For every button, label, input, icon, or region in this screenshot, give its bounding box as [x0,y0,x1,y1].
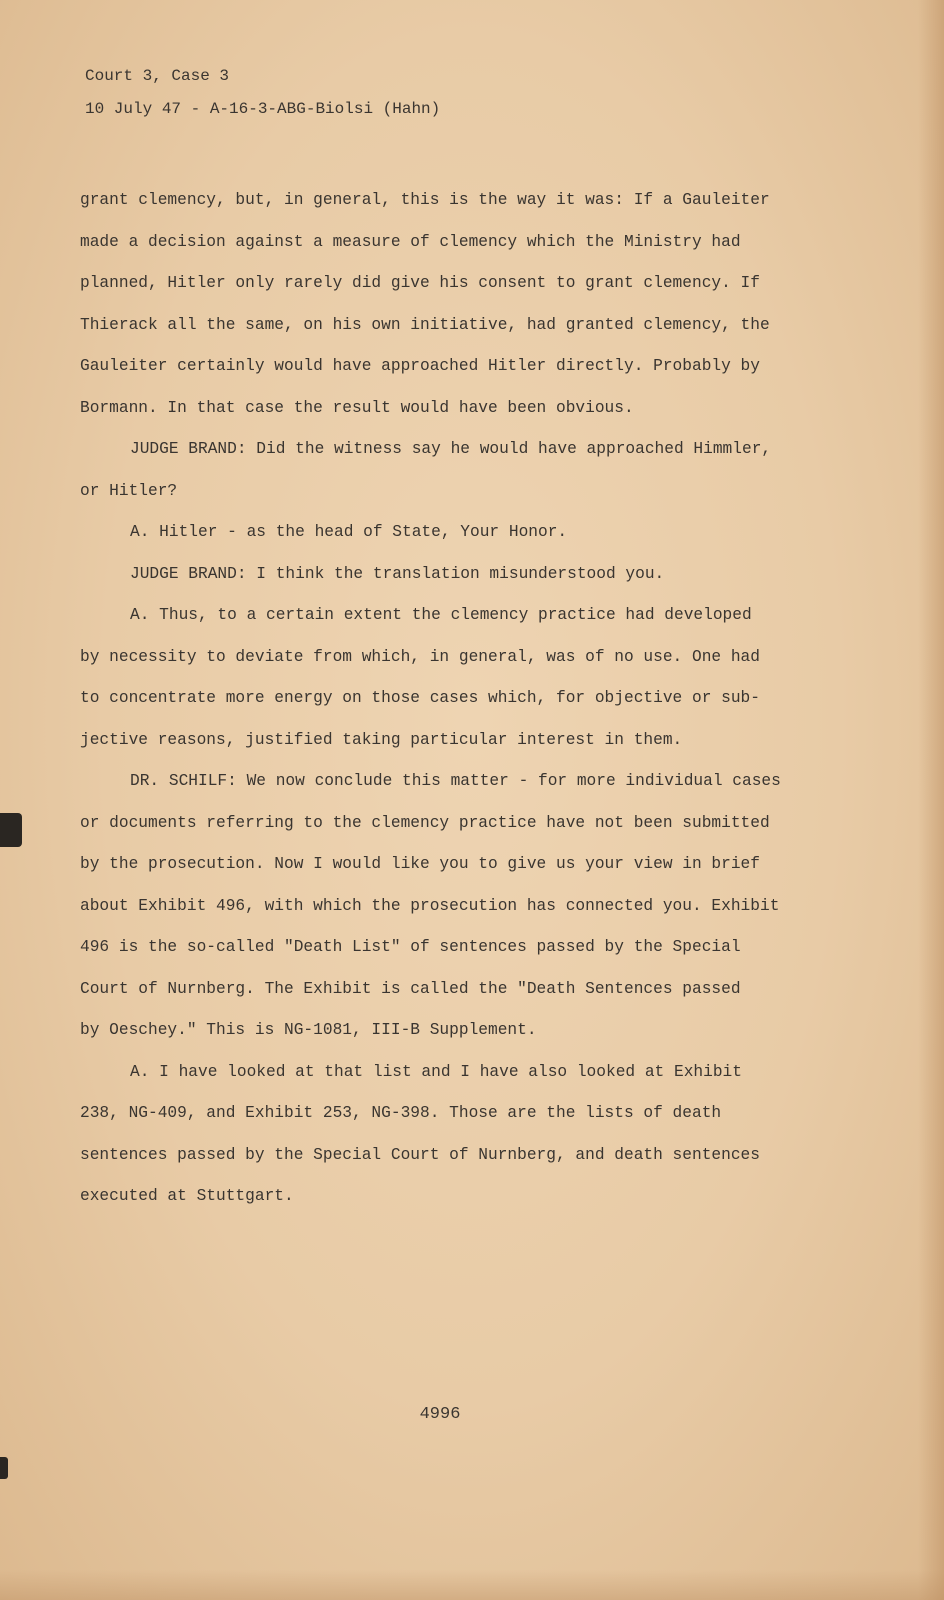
transcript-line: JUDGE BRAND: Did the witness say he would have approached Himmler, [130,440,772,458]
page-number: 4996 [419,1405,461,1424]
transcript-line: made a decision against a measure of clemency which the Ministry had [80,232,741,251]
transcript-line: planned, Hitler only rarely did give his consent to grant clemency. If [80,274,760,292]
transcript-line: by Oeschey." This is NG-1081, III-B Supplement. [80,1021,537,1039]
transcript-line: DR. SCHILF: We now conclude this matter - for more individual cases [130,772,781,790]
session-reference-line: 10 July 47 - A-16-3-ABG-Biolsi (Hahn) [85,100,441,118]
transcript-line: by the prosecution. Now I would like you to give us your view in brief [80,855,760,873]
transcript-line: Gauleiter certainly would have approached Hitler directly. Probably by [80,357,760,375]
paper-edge-shadow-bottom [0,1570,944,1600]
transcript-line: Thierack all the same, on his own initiative, had granted clemency, the [80,315,770,334]
binder-clip-mark-lower [0,1457,8,1479]
paper-edge-shadow-right [918,0,944,1600]
transcript-line: A. Hitler - as the head of State, Your Honor. [130,523,568,541]
transcript-line: about Exhibit 496, with which the prosecution has connected you. Exhibit [80,896,780,915]
transcript-line: 238, NG-409, and Exhibit 253, NG-398. Those are the lists of death [80,1104,722,1122]
transcript-line: 496 is the so-called "Death List" of sentences passed by the Special [80,938,741,956]
transcript-line: sentences passed by the Special Court of Nurnberg, and death sentences [80,1145,760,1164]
transcript-line: Bormann. In that case the result would have been obvious. [80,398,634,417]
transcript-line: A. I have looked at that list and I have also looked at Exhibit [130,1062,742,1081]
transcript-body [80,180,850,1218]
transcript-line: A. Thus, to a certain extent the clemency practice had developed [130,606,752,624]
transcript-line: or Hitler? [80,481,178,500]
transcript-line: grant clemency, but, in general, this is the way it was: If a Gauleiter [80,191,770,209]
transcript-line: jective reasons, justified taking particular interest in them. [80,730,683,749]
transcript-line: or documents referring to the clemency practice have not been submitted [80,813,770,832]
binder-clip-mark [0,813,22,847]
transcript-line: by necessity to deviate from which, in general, was of no use. One had [80,647,760,666]
transcript-line: to concentrate more energy on those cases which, for objective or sub- [80,689,760,707]
document-header [85,60,865,126]
transcript-line: JUDGE BRAND: I think the translation misunderstood you. [130,564,665,583]
transcript-line: executed at Stuttgart. [80,1187,294,1205]
transcript-line: Court of Nurnberg. The Exhibit is called the "Death Sentences passed [80,979,741,998]
court-case-line: Court 3, Case 3 [85,67,230,85]
